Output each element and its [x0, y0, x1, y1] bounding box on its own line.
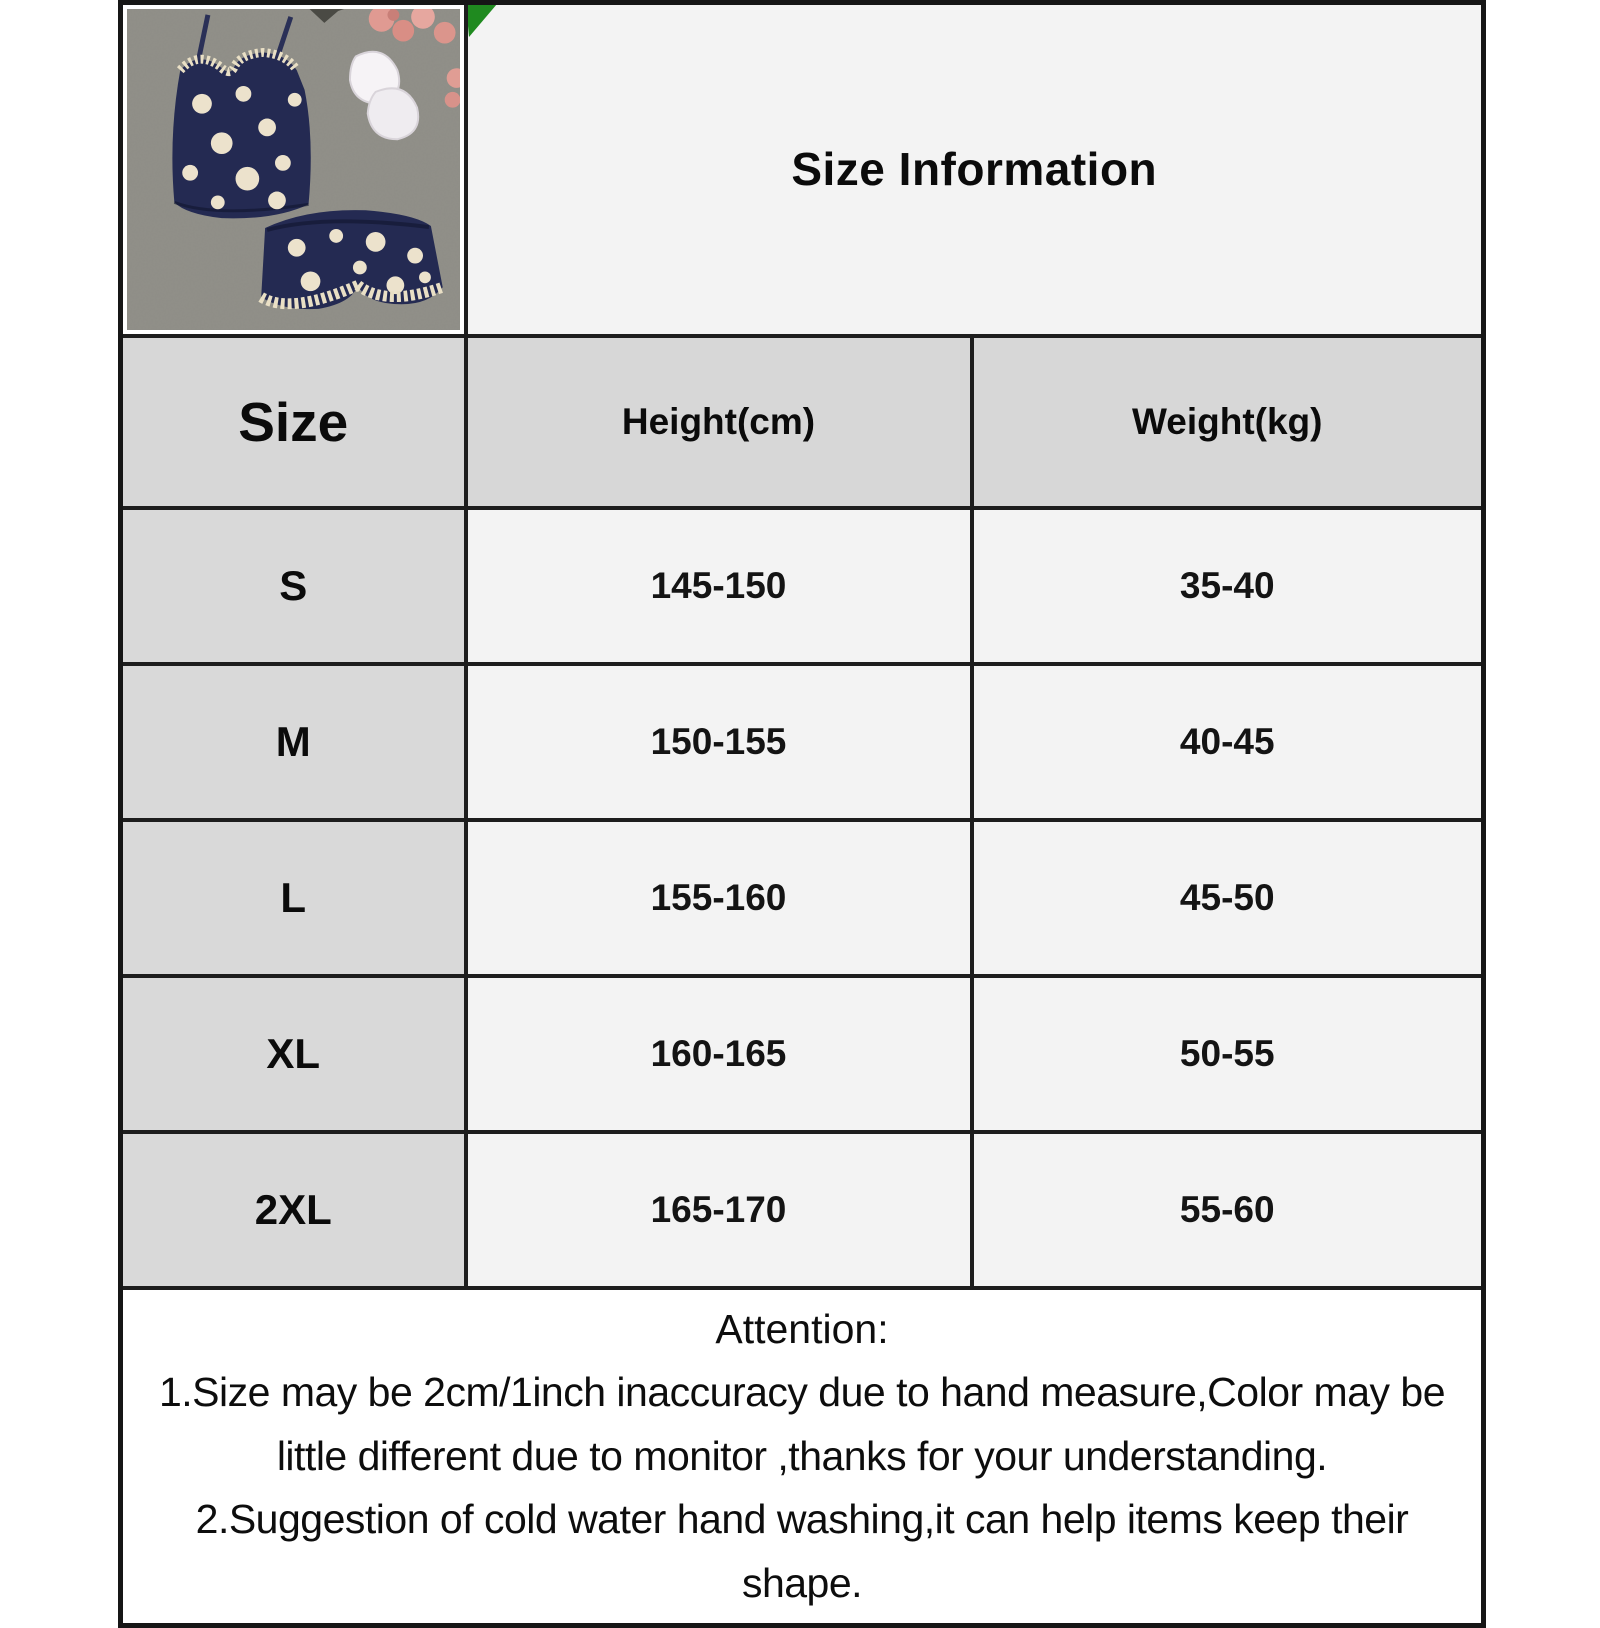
- table-row-l: [121, 820, 1484, 976]
- size-label: L: [121, 820, 466, 976]
- top-row: [121, 3, 1484, 336]
- title-cell: [466, 3, 1484, 336]
- height-value: 160-165: [466, 976, 972, 1132]
- size-label: S: [121, 508, 466, 664]
- table-row-xl: [121, 976, 1484, 1132]
- attention-note-2: 2.Suggestion of cold water hand washing,it can help items keep their shape.: [195, 1496, 1409, 1606]
- page-title: Size Information: [791, 143, 1158, 196]
- weight-value: 55-60: [972, 1132, 1484, 1288]
- weight-value: 35-40: [972, 508, 1484, 664]
- column-header-size: Size: [121, 336, 466, 508]
- column-header-height: Height(cm): [466, 336, 972, 508]
- height-value: 155-160: [466, 820, 972, 976]
- attention-note-1: 1.Size may be 2cm/1inch inaccuracy due to hand measure,Color may be little different due to monitor ,thanks for your understanding.: [158, 1369, 1445, 1479]
- table-header-row: [121, 336, 1484, 508]
- height-value: 145-150: [466, 508, 972, 664]
- height-value: 165-170: [466, 1132, 972, 1288]
- weight-value: 45-50: [972, 820, 1484, 976]
- cami-top: [172, 52, 310, 218]
- size-label: XL: [121, 976, 466, 1132]
- size-chart-sheet: [118, 0, 1486, 1628]
- table-row-2xl: [121, 1132, 1484, 1288]
- attention-cell: [121, 1288, 1484, 1626]
- attention-row: [121, 1288, 1484, 1626]
- shorts: [261, 210, 443, 309]
- product-photo-cell: [121, 3, 466, 336]
- height-value: 150-155: [466, 664, 972, 820]
- size-label: 2XL: [121, 1132, 466, 1288]
- size-information-table: [118, 0, 1486, 1628]
- pajama-set-illustration: [127, 9, 460, 330]
- table-row-m: [121, 664, 1484, 820]
- attention-heading: Attention:: [715, 1305, 889, 1352]
- size-label: M: [121, 664, 466, 820]
- product-photo: [127, 9, 460, 330]
- weight-value: 50-55: [972, 976, 1484, 1132]
- table-row-s: [121, 508, 1484, 664]
- weight-value: 40-45: [972, 664, 1484, 820]
- column-header-weight: Weight(kg): [972, 336, 1484, 508]
- green-corner-flag-icon: [466, 4, 498, 38]
